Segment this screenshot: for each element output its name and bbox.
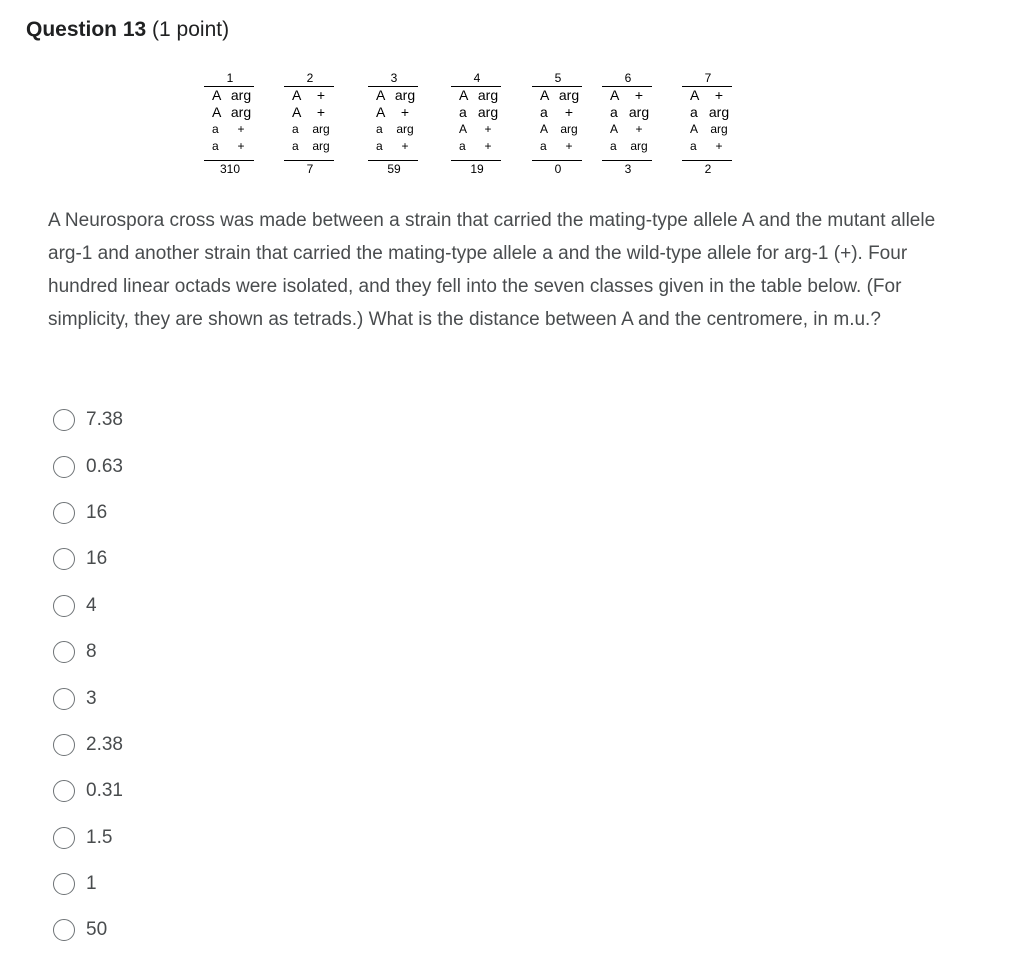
radio-button[interactable] [53, 502, 75, 524]
mating-type-allele: A [459, 122, 468, 136]
spore-genotype [604, 121, 656, 137]
mating-type-allele: a [690, 104, 698, 120]
spore-genotype [370, 138, 422, 154]
tetrad-class-number: 1 [226, 71, 234, 85]
spore-genotype [453, 121, 505, 137]
spore-genotype [286, 104, 338, 120]
mating-type-allele: a [292, 122, 299, 136]
radio-button[interactable] [53, 456, 75, 478]
tetrad-divider-bottom [368, 160, 418, 161]
mating-type-allele: a [212, 139, 219, 153]
spore-genotype [534, 87, 586, 103]
answer-option[interactable] [53, 490, 353, 536]
question-points: (1 point) [152, 18, 230, 41]
mating-type-allele: a [540, 104, 548, 120]
answer-option[interactable] [53, 397, 353, 443]
arg-allele: arg [312, 139, 330, 153]
answer-option[interactable] [53, 722, 353, 768]
tetrad-table [200, 71, 760, 183]
mating-type-allele: a [376, 139, 383, 153]
arg-allele: + [564, 104, 574, 120]
answer-option[interactable] [53, 907, 353, 953]
spore-genotype [286, 138, 338, 154]
spore-genotype [453, 138, 505, 154]
arg-allele: arg [558, 87, 580, 103]
spore-genotype [534, 138, 586, 154]
arg-allele: + [635, 122, 643, 136]
tetrad-divider-bottom [602, 160, 652, 161]
tetrad-class-count: 7 [306, 162, 314, 176]
spore-genotype [534, 104, 586, 120]
spore-genotype [604, 104, 656, 120]
spore-genotype [286, 121, 338, 137]
tetrad-class-count: 0 [554, 162, 562, 176]
answer-option-label: 4 [86, 594, 97, 616]
question-header [26, 18, 229, 42]
mating-type-allele: A [459, 87, 469, 103]
mating-type-allele: A [376, 104, 386, 120]
answer-option-label: 50 [86, 919, 108, 941]
arg-allele: arg [394, 87, 416, 103]
mating-type-allele: A [610, 122, 619, 136]
arg-allele: arg [710, 122, 728, 136]
mating-type-allele: A [376, 87, 386, 103]
arg-allele: + [714, 87, 724, 103]
tetrad-class-number: 7 [704, 71, 712, 85]
tetrad-class-count: 59 [387, 162, 401, 176]
answer-option-label: 0.31 [86, 780, 123, 802]
tetrad-divider-bottom [451, 160, 501, 161]
answer-option[interactable] [53, 629, 353, 675]
spore-genotype [206, 121, 258, 137]
tetrad-divider-bottom [682, 160, 732, 161]
radio-button[interactable] [53, 688, 75, 710]
arg-allele: arg [230, 104, 252, 120]
answer-option[interactable] [53, 861, 353, 907]
answer-option[interactable] [53, 443, 353, 489]
radio-button[interactable] [53, 780, 75, 802]
tetrad-divider-bottom [204, 160, 254, 161]
question-text: A Neurospora cross was made between a strain that carried the mating-type allele A and the mutant allele arg-1 and another strain that carried the mating-type allele a and the wild-type allele for arg-1 (+). Four hundred linear octads were isolated, and they fell into the seven classes given in the table below. (For simplicity, they are shown as tetrads.) What is the distance between A and the centromere, in m.u.? [48, 210, 936, 330]
arg-allele: + [484, 122, 492, 136]
arg-allele: + [715, 139, 723, 153]
mating-type-allele: A [212, 87, 222, 103]
arg-allele: + [237, 139, 245, 153]
answer-option-label: 1.5 [86, 826, 113, 848]
mating-type-allele: A [690, 87, 700, 103]
arg-allele: arg [628, 104, 650, 120]
spore-genotype [286, 87, 338, 103]
arg-allele: + [400, 104, 410, 120]
mating-type-allele: A [540, 122, 549, 136]
mating-type-allele: A [292, 104, 302, 120]
arg-allele: + [316, 104, 326, 120]
tetrad-divider-bottom [532, 160, 582, 161]
arg-allele: arg [560, 122, 578, 136]
mating-type-allele: a [610, 104, 618, 120]
tetrad-class-count: 3 [624, 162, 632, 176]
spore-genotype [206, 104, 258, 120]
spore-genotype [370, 87, 422, 103]
spore-genotype [206, 138, 258, 154]
question-title: Question 13 [26, 18, 147, 41]
spore-genotype [684, 87, 736, 103]
radio-button[interactable] [53, 919, 75, 941]
arg-allele: arg [630, 139, 648, 153]
mating-type-allele: a [212, 122, 219, 136]
spore-genotype [534, 121, 586, 137]
arg-allele: arg [396, 122, 414, 136]
mating-type-allele: a [540, 139, 547, 153]
mating-type-allele: A [292, 87, 302, 103]
spore-genotype [604, 138, 656, 154]
answer-options [53, 397, 353, 954]
answer-option-label: 7.38 [86, 409, 123, 431]
radio-button[interactable] [53, 827, 75, 849]
tetrad-class-count: 2 [704, 162, 712, 176]
arg-allele: + [565, 139, 573, 153]
arg-allele: + [401, 139, 409, 153]
spore-genotype [370, 121, 422, 137]
answer-option-label: 16 [86, 548, 108, 570]
spore-genotype [684, 138, 736, 154]
mating-type-allele: a [459, 139, 466, 153]
answer-option-label: 3 [86, 687, 97, 709]
answer-option-label: 1 [86, 873, 97, 895]
spore-genotype [604, 87, 656, 103]
radio-button[interactable] [53, 734, 75, 756]
answer-option[interactable] [53, 536, 353, 582]
tetrad-divider-bottom [284, 160, 334, 161]
mating-type-allele: a [610, 139, 617, 153]
answer-option[interactable] [53, 583, 353, 629]
arg-allele: arg [312, 122, 330, 136]
answer-option-label: 2.38 [86, 733, 123, 755]
mating-type-allele: A [690, 122, 699, 136]
spore-genotype [684, 104, 736, 120]
answer-option[interactable] [53, 675, 353, 721]
answer-option-label: 16 [86, 501, 108, 523]
radio-button[interactable] [53, 595, 75, 617]
mating-type-allele: a [292, 139, 299, 153]
tetrad-class-number: 5 [554, 71, 562, 85]
arg-allele: + [634, 87, 644, 103]
arg-allele: arg [230, 87, 252, 103]
answer-option-label: 8 [86, 641, 97, 663]
arg-allele: + [237, 122, 245, 136]
spore-genotype [684, 121, 736, 137]
spore-genotype [206, 87, 258, 103]
mating-type-allele: A [610, 87, 620, 103]
answer-option-label: 0.63 [86, 455, 123, 477]
mating-type-allele: A [540, 87, 550, 103]
arg-allele: + [484, 139, 492, 153]
arg-allele: + [316, 87, 326, 103]
radio-button[interactable] [53, 548, 75, 570]
arg-allele: arg [708, 104, 730, 120]
answer-option[interactable] [53, 768, 353, 814]
tetrad-class-number: 3 [390, 71, 398, 85]
spore-genotype [453, 104, 505, 120]
mating-type-allele: a [376, 122, 383, 136]
spore-genotype [453, 87, 505, 103]
answer-option[interactable] [53, 815, 353, 861]
spore-genotype [370, 104, 422, 120]
radio-button[interactable] [53, 873, 75, 895]
radio-button[interactable] [53, 641, 75, 663]
tetrad-class-number: 6 [624, 71, 632, 85]
mating-type-allele: a [459, 104, 467, 120]
tetrad-class-number: 2 [306, 71, 314, 85]
tetrad-class-count: 310 [219, 162, 241, 176]
mating-type-allele: a [690, 139, 697, 153]
mating-type-allele: A [212, 104, 222, 120]
arg-allele: arg [477, 87, 499, 103]
radio-button[interactable] [53, 409, 75, 431]
tetrad-class-count: 19 [470, 162, 484, 176]
tetrad-class-number: 4 [473, 71, 481, 85]
arg-allele: arg [477, 104, 499, 120]
